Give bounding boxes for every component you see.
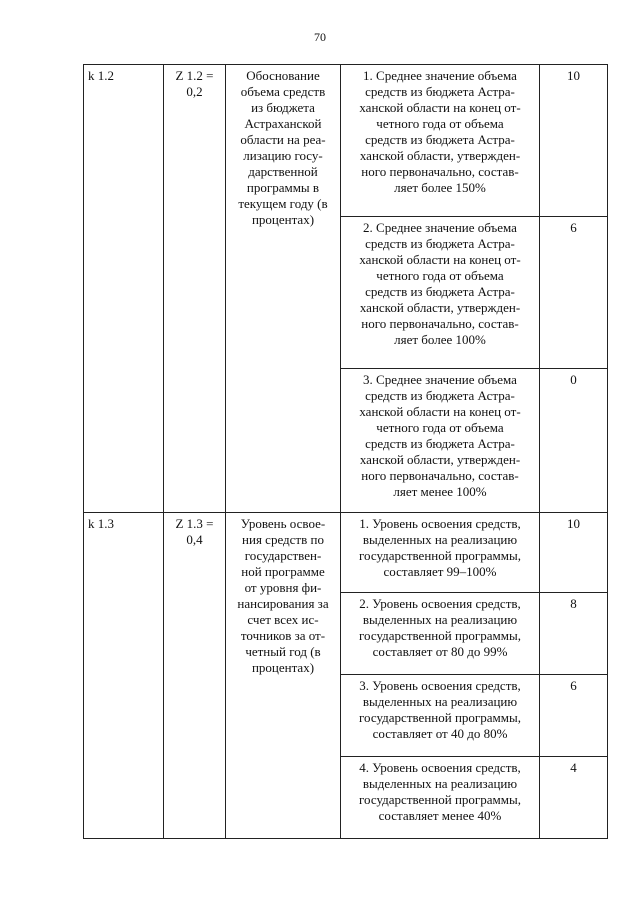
indicator-description-line: точников за от- [240, 628, 326, 643]
indicator-description-line: программы в [246, 180, 320, 195]
criterion-text-line: средств из бюджета Астра- [365, 132, 515, 147]
weight-coefficient [164, 65, 226, 513]
criterion-text-line: четного года от объема [376, 420, 504, 435]
criterion-text-line: ханской области на конец от- [359, 252, 521, 267]
indicator-description [226, 65, 341, 513]
criterion-score: 8 [540, 593, 608, 675]
weight-coefficient-line: 0,2 [186, 84, 203, 99]
criterion-text-line: ханской области на конец от- [359, 404, 521, 419]
table-row [84, 65, 608, 217]
criteria-table [83, 64, 608, 839]
page-number: 70 [314, 30, 326, 44]
criterion-text-line: выделенных на реализацию [362, 776, 518, 791]
criterion-text-line: средств из бюджета Астра- [365, 388, 515, 403]
indicator-description-line: процентах) [251, 212, 315, 227]
criterion-text [341, 513, 540, 593]
criterion-text-line: ляет более 100% [394, 332, 486, 347]
indicator-description-line: дарственной [248, 164, 318, 179]
criterion-text [341, 675, 540, 757]
criterion-score: 0 [540, 369, 608, 513]
criterion-score: 10 [540, 65, 608, 217]
criterion-text-line: средств из бюджета Астра- [365, 284, 515, 299]
indicator-description-line: текущем году (в [238, 196, 328, 211]
criterion-text-line: 3. Уровень освоения средств, [359, 678, 521, 693]
criterion-text-line: государственной программы, [359, 710, 521, 725]
criterion-text [341, 369, 540, 513]
table-body [84, 65, 608, 839]
criterion-text-line: средств из бюджета Астра- [365, 436, 515, 451]
indicator-description-line: области на реа- [240, 132, 326, 147]
criterion-text-line: 2. Среднее значение объема [363, 220, 517, 235]
weight-coefficient-line: 0,4 [186, 532, 203, 547]
criterion-text-line: четного года от объема [376, 116, 504, 131]
criterion-text-line: четного года от объема [376, 268, 504, 283]
criterion-score: 10 [540, 513, 608, 593]
criterion-text-line: средств из бюджета Астра- [365, 84, 515, 99]
criterion-score: 6 [540, 217, 608, 369]
indicator-description [226, 513, 341, 839]
criterion-text-line: государственной программы, [359, 628, 521, 643]
table-row [84, 513, 608, 593]
indicator-description-line: процентах) [251, 660, 315, 675]
criterion-text-line: 1. Среднее значение объема [363, 68, 517, 83]
indicator-description-line: ния средств по [242, 532, 324, 547]
criterion-text-line: ханской области на конец от- [359, 100, 521, 115]
indicator-description-line: нансирования за [237, 596, 329, 611]
indicator-code: k 1.2 [84, 65, 164, 513]
criterion-text-line: ханской области, утвержден- [359, 452, 521, 467]
criterion-text-line: составляет от 80 до 99% [372, 644, 508, 659]
criterion-text-line: составляет менее 40% [378, 808, 502, 823]
weight-coefficient-line: Z 1.2 = [175, 68, 214, 83]
indicator-description-line: лизацию госу- [243, 148, 323, 163]
criterion-text-line: средств из бюджета Астра- [365, 236, 515, 251]
criterion-text-line: выделенных на реализацию [362, 532, 518, 547]
weight-coefficient-line: Z 1.3 = [175, 516, 214, 531]
criterion-text [341, 593, 540, 675]
criterion-text-line: 4. Уровень освоения средств, [359, 760, 521, 775]
indicator-description-line: ной программе [241, 564, 325, 579]
indicator-description-line: из бюджета [251, 100, 315, 115]
indicator-code: k 1.3 [84, 513, 164, 839]
indicator-description-line: объема средств [240, 84, 326, 99]
criterion-text-line: ханской области, утвержден- [359, 300, 521, 315]
criterion-text-line: ного первоначально, состав- [361, 468, 519, 483]
criterion-text [341, 757, 540, 839]
criterion-score: 4 [540, 757, 608, 839]
indicator-description-line: Астраханской [244, 116, 322, 131]
indicator-description-line: Обоснование [246, 68, 320, 83]
indicator-description-line: Уровень освое- [240, 516, 326, 531]
criterion-score: 6 [540, 675, 608, 757]
criterion-text-line: выделенных на реализацию [362, 612, 518, 627]
criterion-text-line: ляет более 150% [394, 180, 486, 195]
indicator-description-line: четный год (в [245, 644, 321, 659]
weight-coefficient [164, 513, 226, 839]
criterion-text-line: ляет менее 100% [393, 484, 487, 499]
criterion-text-line: 3. Среднее значение объема [363, 372, 517, 387]
criterion-text-line: 2. Уровень освоения средств, [359, 596, 521, 611]
criterion-text-line: 1. Уровень освоения средств, [359, 516, 521, 531]
criterion-text-line: ханской области, утвержден- [359, 148, 521, 163]
indicator-description-line: от уровня фи- [244, 580, 322, 595]
criterion-text-line: выделенных на реализацию [362, 694, 518, 709]
indicator-description-line: счет всех ис- [247, 612, 319, 627]
criterion-text [341, 217, 540, 369]
criterion-text-line: ного первоначально, состав- [361, 164, 519, 179]
criterion-text-line: составляет 99–100% [383, 564, 497, 579]
indicator-description-line: государствен- [244, 548, 322, 563]
criterion-text-line: составляет от 40 до 80% [372, 726, 508, 741]
criterion-text-line: государственной программы, [359, 548, 521, 563]
criterion-text-line: ного первоначально, состав- [361, 316, 519, 331]
criterion-text [341, 65, 540, 217]
criterion-text-line: государственной программы, [359, 792, 521, 807]
